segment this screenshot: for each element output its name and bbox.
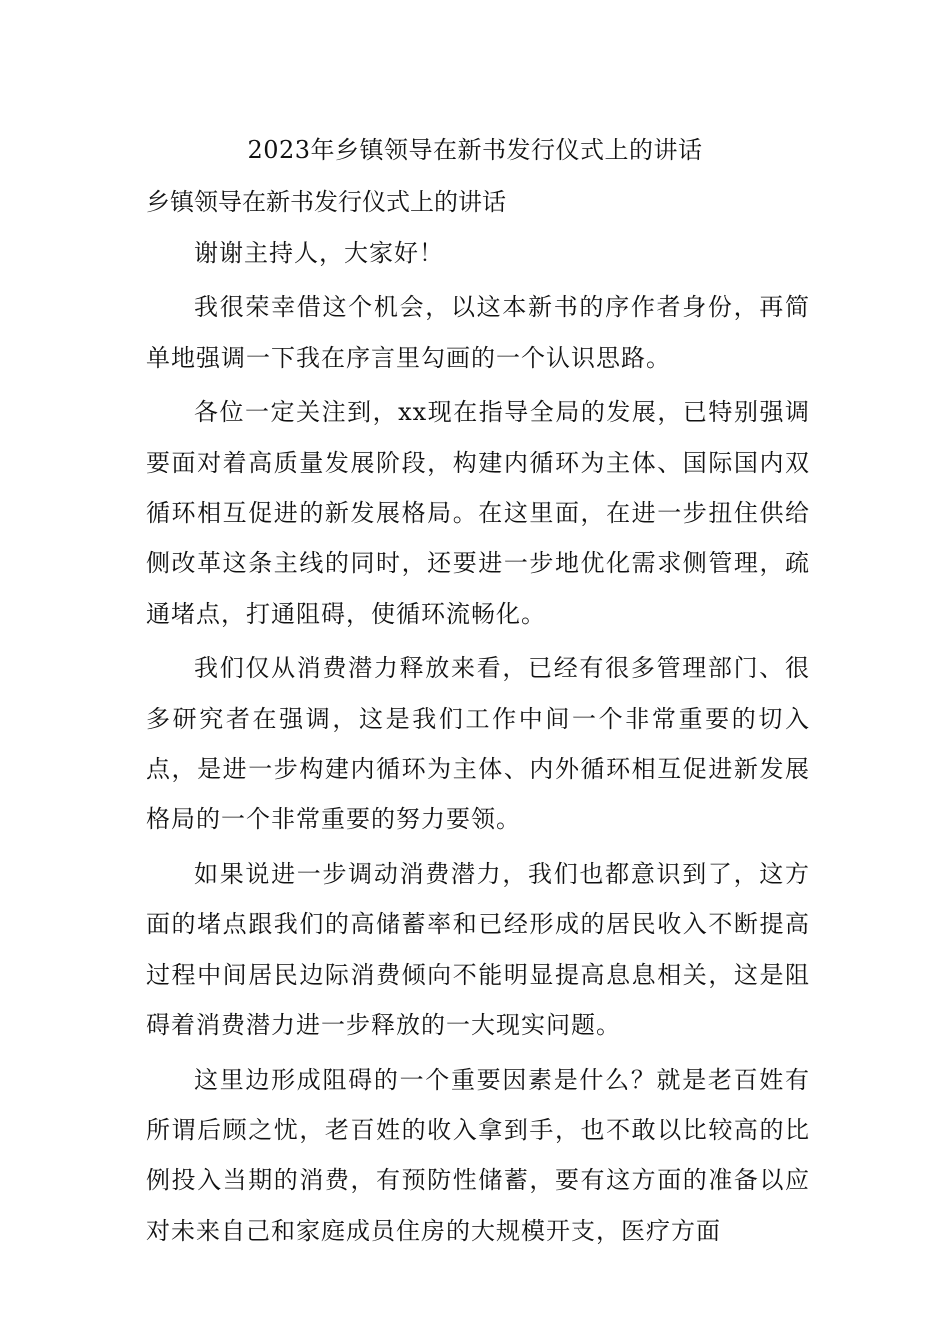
paragraph-greeting: 谢谢主持人，大家好！	[194, 239, 444, 267]
document-body	[146, 228, 810, 1260]
paragraph-concerns: 这里边形成阻碍的一个重要因素是什么？就是老百姓有所谓后顾之忧，老百姓的收入拿到手，也不敢以比较高的比例投入当期的消费，有预防性储蓄，要有这方面的准备以应对未来自己和家庭成员住房的大规模开支，医疗方面	[146, 1065, 810, 1245]
paragraph-consumption: 我们仅从消费潜力释放来看，已经有很多管理部门、很多研究者在强调，这是我们工作中间一个非常重要的切入点，是进一步构建内循环为主体、内外循环相互促进新发展格局的一个非常重要的努力要领。	[146, 654, 810, 834]
document-title: 2023年乡镇领导在新书发行仪式上的讲话	[247, 136, 703, 164]
paragraph-intro: 我很荣幸借这个机会，以这本新书的序作者身份，再简单地强调一下我在序言里勾画的一个认识思路。	[146, 293, 810, 372]
paragraph-development: 各位一定关注到，xx现在指导全局的发展，已特别强调要面对着高质量发展阶段，构建内循环为主体、国际国内双循环相互促进的新发展格局。在这里面，在进一步扭住供给侧改革这条主线的同时，还要进一步地优化需求侧管理，疏通堵点，打通阻碍，使循环流畅化。	[146, 398, 810, 628]
document-subtitle: 乡镇领导在新书发行仪式上的讲话	[146, 188, 506, 216]
paragraph-savings: 如果说进一步调动消费潜力，我们也都意识到了，这方面的堵点跟我们的高储蓄率和已经形成的居民收入不断提高过程中间居民边际消费倾向不能明显提高息息相关，这是阻碍着消费潜力进一步释放的一大现实问题。	[146, 859, 810, 1040]
